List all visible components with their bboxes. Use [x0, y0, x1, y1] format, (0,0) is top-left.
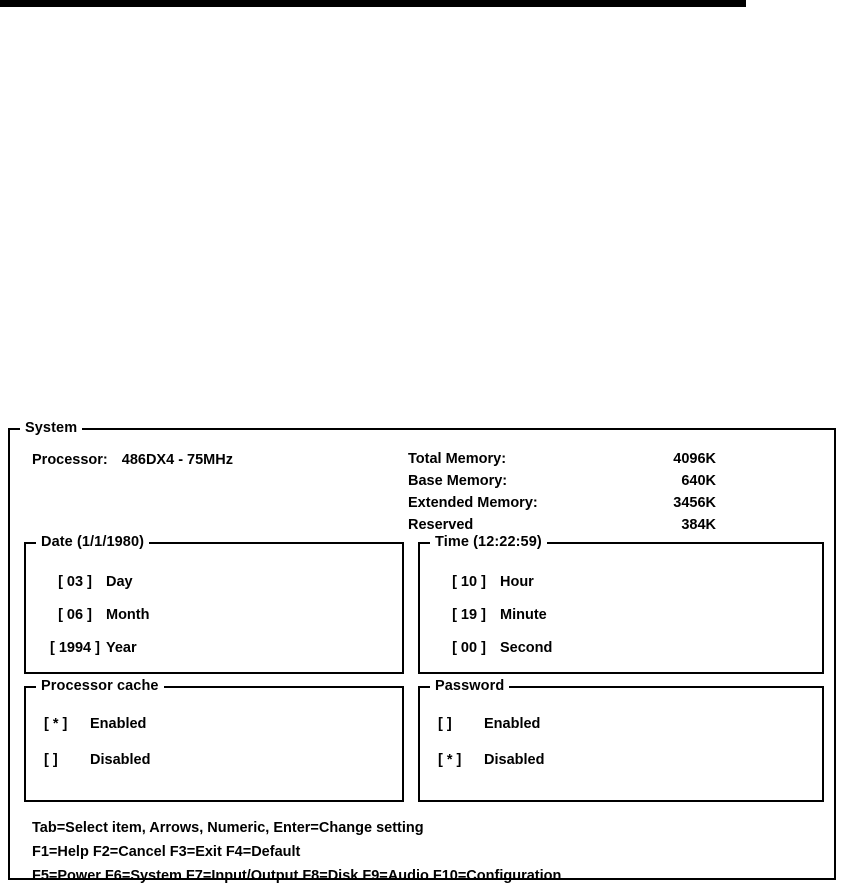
- date-field-month[interactable]: [44, 599, 149, 632]
- password-option-enabled[interactable]: [438, 706, 544, 742]
- memory-row: [408, 470, 716, 492]
- key-legend: [32, 816, 561, 888]
- date-year-value[interactable]: [ 1994 ]: [50, 640, 100, 656]
- time-minute-value[interactable]: [ 19 ]: [452, 607, 486, 623]
- date-year-label: Year: [106, 640, 137, 656]
- legend-line-navigation: Tab=Select item, Arrows, Numeric, Enter=Change setting: [32, 820, 424, 836]
- password-option-disabled[interactable]: [438, 742, 544, 778]
- time-field-hour[interactable]: [438, 566, 552, 599]
- processor-cache-group-title: Processor cache: [36, 678, 164, 694]
- password-group: [418, 678, 824, 802]
- processor-cache-enabled-label: Enabled: [90, 716, 147, 732]
- time-field-second[interactable]: [438, 632, 552, 665]
- processor-cache-option-disabled[interactable]: [44, 742, 150, 778]
- memory-label: Total Memory:: [408, 451, 507, 467]
- legend-line-function-keys-1: F1=Help F2=Cancel F3=Exit F4=Default: [32, 844, 301, 860]
- password-group-title: Password: [430, 678, 509, 694]
- system-group-title: System: [20, 420, 82, 436]
- time-hour-label: Hour: [500, 574, 534, 590]
- memory-label: Base Memory:: [408, 473, 508, 489]
- password-options: [438, 706, 544, 778]
- memory-row: [408, 514, 716, 536]
- memory-label: Reserved: [408, 517, 474, 533]
- memory-label: Extended Memory:: [408, 495, 538, 511]
- password-disabled-label: Disabled: [484, 752, 545, 768]
- date-group: [24, 534, 404, 674]
- memory-value: 640K: [681, 473, 716, 489]
- time-group: [418, 534, 824, 674]
- bios-setup-screen: [8, 420, 836, 884]
- processor-cache-option-enabled[interactable]: [44, 706, 150, 742]
- processor-cache-disabled-label: Disabled: [90, 752, 151, 768]
- legend-line-function-keys-2: F5=Power F6=System F7=Input/Output F8=Disk F9=Audio F10=Configuration: [32, 868, 562, 884]
- date-day-value[interactable]: [ 03 ]: [58, 574, 92, 590]
- processor-cache-options: [44, 706, 150, 778]
- memory-value: 4096K: [673, 451, 716, 467]
- date-month-value[interactable]: [ 06 ]: [58, 607, 92, 623]
- time-minute-label: Minute: [500, 607, 547, 623]
- memory-value: 3456K: [673, 495, 716, 511]
- processor-info: [32, 452, 233, 468]
- time-field-minute[interactable]: [438, 599, 552, 632]
- processor-cache-disabled-checkbox[interactable]: [ ]: [44, 752, 58, 768]
- time-second-label: Second: [500, 640, 553, 656]
- memory-row: [408, 492, 716, 514]
- time-fields: [438, 566, 552, 665]
- system-group: [8, 420, 836, 884]
- date-day-label: Day: [106, 574, 133, 590]
- date-fields: [44, 566, 149, 665]
- time-hour-value[interactable]: [ 10 ]: [452, 574, 486, 590]
- memory-summary: [408, 448, 716, 536]
- top-divider-bar: [0, 0, 746, 7]
- processor-label: Processor:: [32, 452, 108, 468]
- time-group-title: Time (12:22:59): [430, 534, 547, 550]
- password-disabled-checkbox[interactable]: [ * ]: [438, 752, 462, 768]
- date-month-label: Month: [106, 607, 150, 623]
- processor-value: 486DX4 - 75MHz: [121, 452, 233, 468]
- password-enabled-label: Enabled: [484, 716, 541, 732]
- memory-row: [408, 448, 716, 470]
- processor-cache-enabled-checkbox[interactable]: [ * ]: [44, 716, 68, 732]
- date-group-title: Date (1/1/1980): [36, 534, 149, 550]
- memory-value: 384K: [681, 517, 716, 533]
- processor-cache-group: [24, 678, 404, 802]
- password-enabled-checkbox[interactable]: [ ]: [438, 716, 452, 732]
- date-field-day[interactable]: [44, 566, 149, 599]
- date-field-year[interactable]: [44, 632, 149, 665]
- time-second-value[interactable]: [ 00 ]: [452, 640, 486, 656]
